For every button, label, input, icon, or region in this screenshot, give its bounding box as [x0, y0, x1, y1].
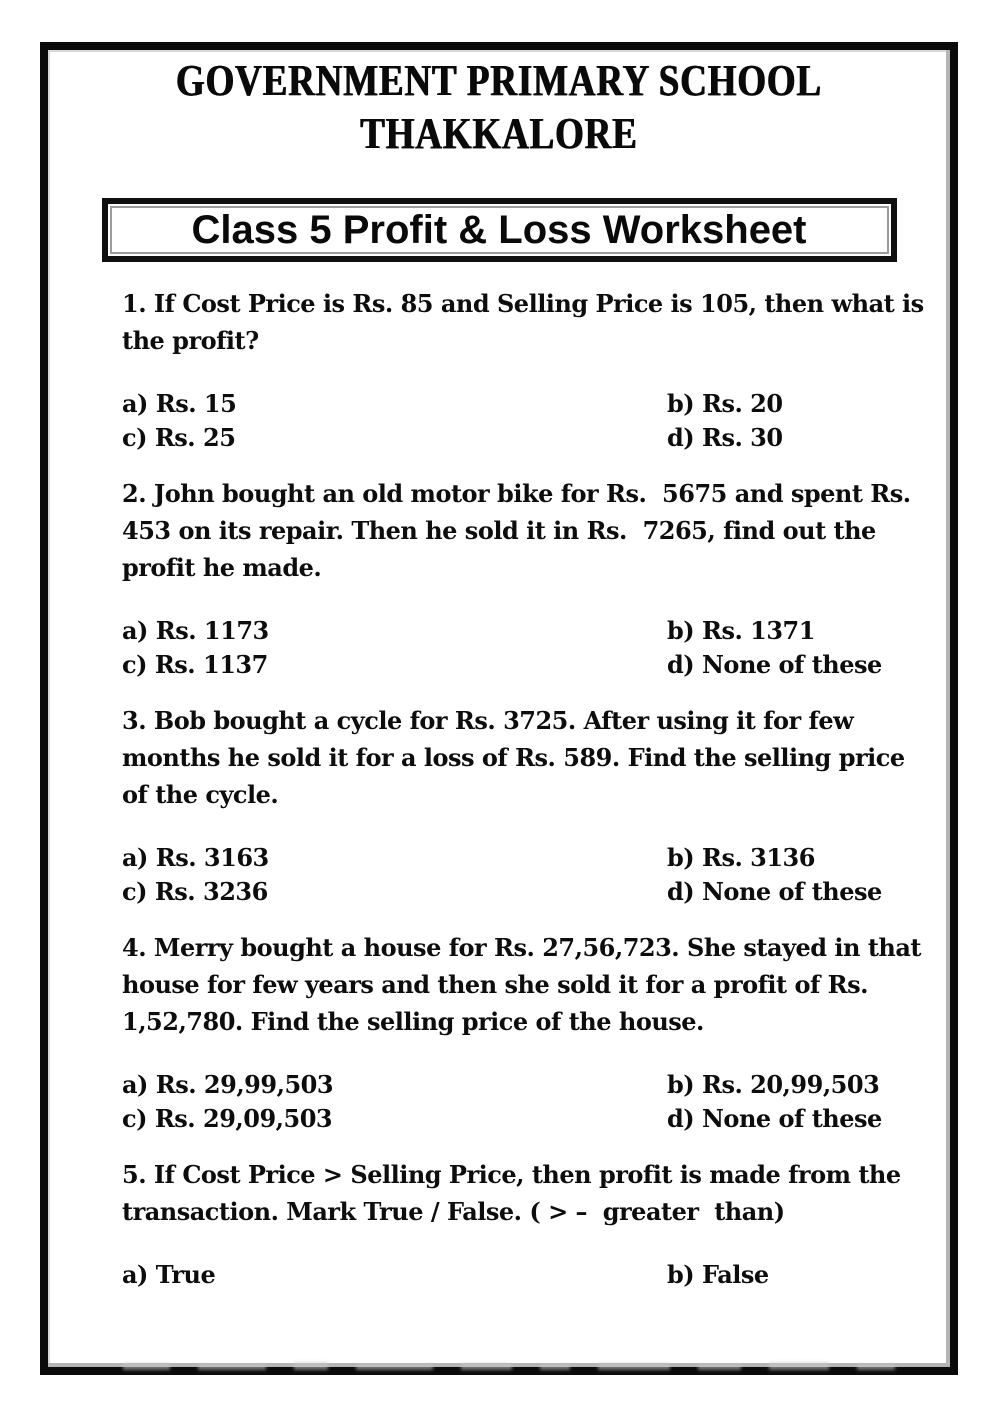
question-1-line: the profit? [122, 326, 259, 355]
question-5-line: 5. If Cost Price > Selling Price, then profit is made from the [122, 1160, 901, 1189]
question-3-option-b[interactable]: b) Rs. 3136 [667, 843, 815, 872]
question-3-line: 3. Bob bought a cycle for Rs. 3725. After using it for few [122, 706, 854, 735]
question-5 [122, 1156, 936, 1292]
answer-options [122, 614, 936, 682]
question-1-option-a[interactable]: a) Rs. 15 [122, 389, 237, 418]
question-2-option-d[interactable]: d) None of these [667, 650, 882, 679]
worksheet-title-box [102, 198, 897, 262]
question-2-line: profit he made. [122, 553, 322, 582]
question-1-option-d[interactable]: d) Rs. 30 [667, 423, 783, 452]
question-text [122, 285, 936, 359]
question-2-line: 2. John bought an old motor bike for Rs. 5675 and spent Rs. [122, 479, 911, 508]
worksheet-title: Class 5 Profit & Loss Worksheet [110, 206, 889, 254]
question-4-line: house for few years and then she sold it for a profit of Rs. [122, 970, 868, 999]
school-name-heading [48, 54, 950, 160]
question-4-option-a[interactable]: a) Rs. 29,99,503 [122, 1070, 334, 1099]
question-5-line: transaction. Mark True / False. ( > – greater than) [122, 1197, 785, 1226]
question-text [122, 1156, 936, 1230]
school-name-line2: THAKKALORE [360, 109, 638, 158]
answer-options [122, 841, 936, 909]
question-3-option-d[interactable]: d) None of these [667, 877, 882, 906]
question-1-option-c[interactable]: c) Rs. 25 [122, 423, 236, 452]
question-2-option-a[interactable]: a) Rs. 1173 [122, 616, 269, 645]
question-2-line: 453 on its repair. Then he sold it in Rs. 7265, find out the [122, 516, 876, 545]
worksheet-page-frame [40, 42, 958, 1375]
question-text [122, 702, 936, 813]
answer-options [122, 1258, 936, 1292]
question-4-option-b[interactable]: b) Rs. 20,99,503 [667, 1070, 880, 1099]
question-4 [122, 929, 936, 1136]
question-4-option-d[interactable]: d) None of these [667, 1104, 882, 1133]
question-text [122, 929, 936, 1040]
question-3-option-a[interactable]: a) Rs. 3163 [122, 843, 269, 872]
question-4-option-c[interactable]: c) Rs. 29,09,503 [122, 1104, 333, 1133]
question-1-option-b[interactable]: b) Rs. 20 [667, 389, 783, 418]
question-text [122, 475, 936, 586]
question-3 [122, 702, 936, 909]
question-2-option-b[interactable]: b) Rs. 1371 [667, 616, 815, 645]
question-3-line: of the cycle. [122, 780, 279, 809]
question-2-option-c[interactable]: c) Rs. 1137 [122, 650, 268, 679]
question-2 [122, 475, 936, 682]
question-5-option-a[interactable]: a) True [122, 1260, 216, 1289]
question-4-line: 1,52,780. Find the selling price of the house. [122, 1007, 704, 1036]
question-1 [122, 285, 936, 455]
question-4-line: 4. Merry bought a house for Rs. 27,56,723. She stayed in that [122, 933, 922, 962]
question-3-option-c[interactable]: c) Rs. 3236 [122, 877, 268, 906]
school-name-line1: GOVERNMENT PRIMARY SCHOOL [175, 56, 822, 105]
cutoff-text-artifact [123, 1357, 895, 1370]
question-5-option-b[interactable]: b) False [667, 1260, 769, 1289]
answer-options [122, 387, 936, 455]
questions-list [122, 285, 936, 1292]
answer-options [122, 1068, 936, 1136]
question-3-line: months he sold it for a loss of Rs. 589. Find the selling price [122, 743, 905, 772]
question-1-line: 1. If Cost Price is Rs. 85 and Selling Price is 105, then what is [122, 289, 924, 318]
